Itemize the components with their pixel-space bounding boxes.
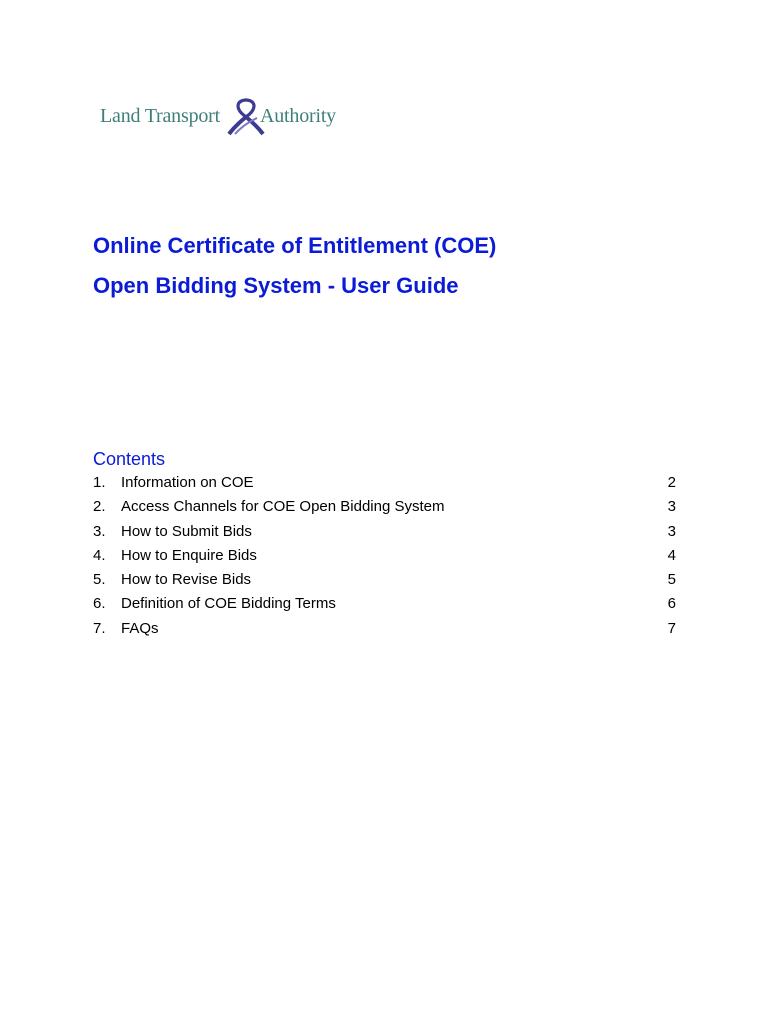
toc-item-number: 1. <box>93 474 106 491</box>
toc-item-page: 6 <box>667 595 676 613</box>
toc-item-number: 4. <box>93 546 106 564</box>
document-title-line-2: Open Bidding System - User Guide <box>93 273 459 298</box>
toc-item-title: Access Channels for COE Open Bidding System <box>121 498 445 516</box>
toc-item-page: 3 <box>667 522 676 540</box>
logo-text-authority: Authority <box>260 105 336 127</box>
contents-heading: Contents <box>93 449 166 469</box>
toc-item <box>93 498 676 522</box>
toc-item <box>93 571 676 595</box>
toc-item-page: 7 <box>667 619 676 637</box>
toc-item-page: 4 <box>667 546 676 564</box>
toc-item-number: 3. <box>93 522 106 540</box>
table-of-contents <box>93 474 676 644</box>
toc-item-title: Information on COE <box>121 474 254 491</box>
toc-item-page: 3 <box>667 498 676 516</box>
toc-item <box>93 595 676 619</box>
logo-text-land-transport: Land Transport <box>100 105 220 127</box>
toc-item <box>93 547 676 571</box>
toc-item <box>93 474 676 498</box>
toc-item-title: How to Enquire Bids <box>121 546 257 564</box>
toc-item <box>93 523 676 547</box>
lta-logo <box>100 92 370 140</box>
toc-item-page: 2 <box>667 474 676 491</box>
toc-item-title: Definition of COE Bidding Terms <box>121 595 336 613</box>
toc-item-number: 7. <box>93 619 106 637</box>
toc-item-number: 2. <box>93 498 106 516</box>
toc-item-page: 5 <box>667 571 676 589</box>
toc-item-title: FAQs <box>121 619 159 637</box>
toc-item-number: 5. <box>93 571 106 589</box>
toc-item-number: 6. <box>93 595 106 613</box>
document-title-line-1: Online Certificate of Entitlement (COE) <box>93 233 497 258</box>
toc-item-title: How to Submit Bids <box>121 522 252 540</box>
toc-item <box>93 620 676 644</box>
toc-item-title: How to Revise Bids <box>121 571 252 589</box>
